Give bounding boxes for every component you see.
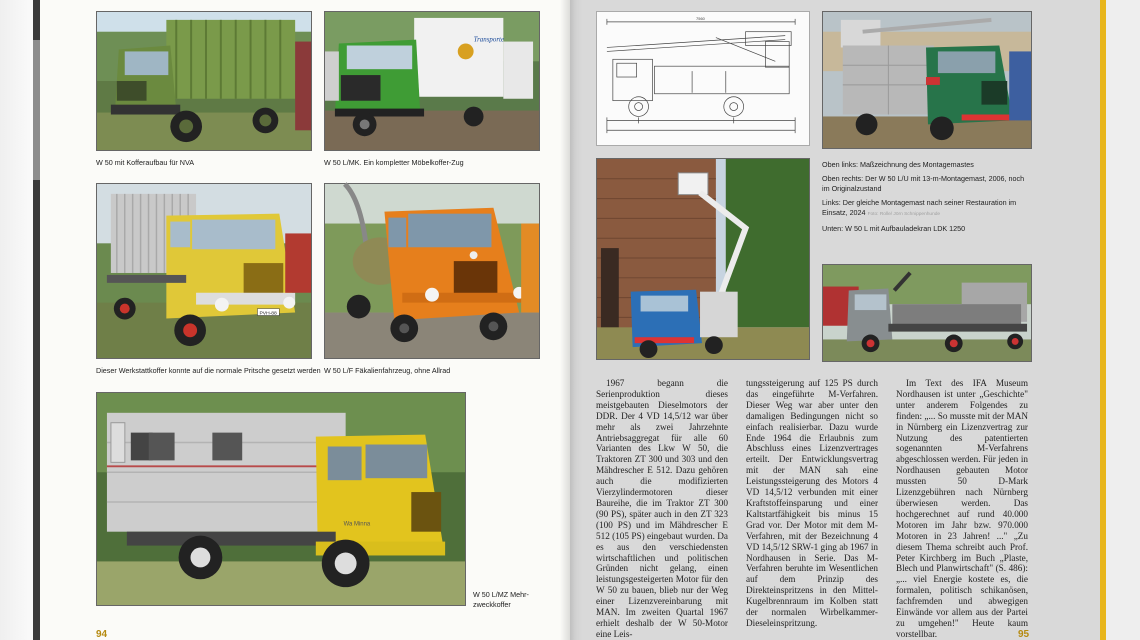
body-text-column-2: [746, 378, 878, 628]
caption-photo2: W 50 L/MK. Ein kompletter Möbelkoffer-Zug: [324, 158, 464, 167]
caption-top-left: Oben links: Maßzeichnung des Montagemastes: [822, 160, 974, 169]
caption-bottom: Unten: W 50 L mit Aufbauladekran LDK 1250: [822, 224, 966, 233]
page-number-left: 94: [96, 629, 108, 640]
photo-w50-nva-box: [96, 11, 312, 151]
book-left-edge: [0, 0, 40, 640]
caption-photo4: W 50 L/F Fäkalienfahrzeug, ohne Allrad: [324, 366, 451, 375]
photo-w50-moebelkoffer: [324, 11, 540, 151]
body-paragraph-2: tungssteigerung auf 125 PS durch das eingeführte M-Verfahren. Dieser Weg war aber unter den damaligen Bedingungen nicht so einfach realisierbar. Dazu wurde Ende 1964 die Erlaubnis zum Abschluss eines Lizenzvertrages erteilt. Der Entwicklungsvertrag mit der MAN sah eine Leistungssteigerung des Motors 4 VD 14,5/12 verbunden mit einer Kraftstoffeinsparung und einer Kaltstartfähigkeit bis minus 15 Grad vor. Der Motor mit dem M-Verfahren, mit der Bezeichnung 4 VD 14,5/12 SRW-1 ging ab 1967 in Nordhausen in Serie. Das M-Verfahren beruhte im Wesentlichen auf dem Prinzip des Direkteinspritzens in den Mittel-Kugelbrennraum im Kolben statt der normalen Wirbelkammer-Dieseleinspritzung.: [746, 378, 878, 628]
photo-w50-werkstattkoffer: [96, 183, 312, 359]
photo-w50-l-ladekran: [822, 264, 1032, 362]
body-paragraph-3: Im Text des IFA Museum Nordhausen ist unter „Geschichte" unter anderem Folgendes zu finden: „... So musste mit der MAN in Nürnberg ein Lizenzvertrag zur Nutzung des patentierten sogenannten M-Verfahrens abgeschlossen werden. Für jeden in Nordhausen gebauten Motor mussten 50 D-Mark Lizenzgebühren nach Nürnberg überwiesen werden. Das hochgerechnet auf rund 40.000 Motoren im Jahr bzw. 970.000 Motoren in 23 Jahren! ..." „Zu diesem Thema schreibt auch Prof. Peter Kirchberg im Buch „Plaste, Blech und Planwirtschaft" (S. 486): „... viel Energie kostete es, die formalen, politisch schikanösen, fachfremden und abwegigen Einwände vor allem aus der Partei zu umgehen!" Heute kaum vorstellbar.: [896, 378, 1028, 639]
caption-left-text: Links: Der gleiche Montagemast nach seiner Restauration im Einsatz, 2024: [822, 198, 1017, 217]
caption-top-right: Oben rechts: Der W 50 L/U mit 13-m-Montagemast, 2006, noch im Originalzustand: [822, 174, 1025, 193]
page-number-right: 95: [1018, 629, 1030, 640]
caption-left: [822, 198, 1032, 220]
svg-text:Transporte: Transporte: [473, 36, 505, 44]
caption-photo3: Dieser Werkstattkoffer konnte auf die normale Pritsche gesetzt werden: [96, 366, 321, 375]
body-paragraph-1: 1967 begann die Serienproduktion dieses meistgebauten Dieselmotors der DDR. Der 4 VD 14,5/12 war über mehr als zwei Jahrzehnte Antriebsaggregat für alle 60 Varianten des Lkw W 50, die Traktoren ZT 300 und 303 und den Mähdrescher E 512. Dazu gehören auch die modifizierten Vierzylindermotoren dieser Baureihe, die im Traktor ZT 300 (90 PS), später auch in den ZT 323 (100 PS) und im Mähdrescher E 512 (105 PS) eingebaut wurden. Da es aus den verschiedensten wirtschaftlichen und politischen Gründen nicht gelang, einen leistungsgesteigerten Motor für den W 50 zu bauen, blieb nur der Weg einer Lizenzvereinbarung mit MAN. Im zweiten Quartal 1967 erhielt deshalb der W 50-Motor eine Leis-: [596, 378, 728, 639]
svg-text:Wa Minna: Wa Minna: [343, 521, 371, 528]
photo-credit: Foto: Rolle/ Jörn Schnippenhunde: [867, 212, 941, 217]
caption-block-right: [822, 160, 1032, 238]
caption-photo5-line2: zweckkoffer: [473, 600, 511, 609]
photo-montagemast-restauriert-2024: [596, 158, 810, 360]
caption-photo1: W 50 mit Kofferaufbau für NVA: [96, 158, 195, 167]
photo-w50-mehrzweckkoffer: [96, 392, 466, 606]
body-text-column-1: [596, 378, 728, 639]
license-plate: PVH-88: [259, 311, 277, 317]
caption-photo5-line1: W 50 L/MZ Mehr-: [473, 590, 529, 599]
book-right-edge: [1106, 0, 1140, 640]
drawing-dimension: 7560: [696, 15, 705, 21]
photo-w50-faekalienfahrzeug: [324, 183, 540, 359]
page-stack-edge-light: [33, 40, 40, 180]
book-gutter: [560, 0, 582, 640]
photo-w50-lu-montagemast-2006: [822, 11, 1032, 149]
technical-drawing-montagemast: [596, 11, 810, 146]
